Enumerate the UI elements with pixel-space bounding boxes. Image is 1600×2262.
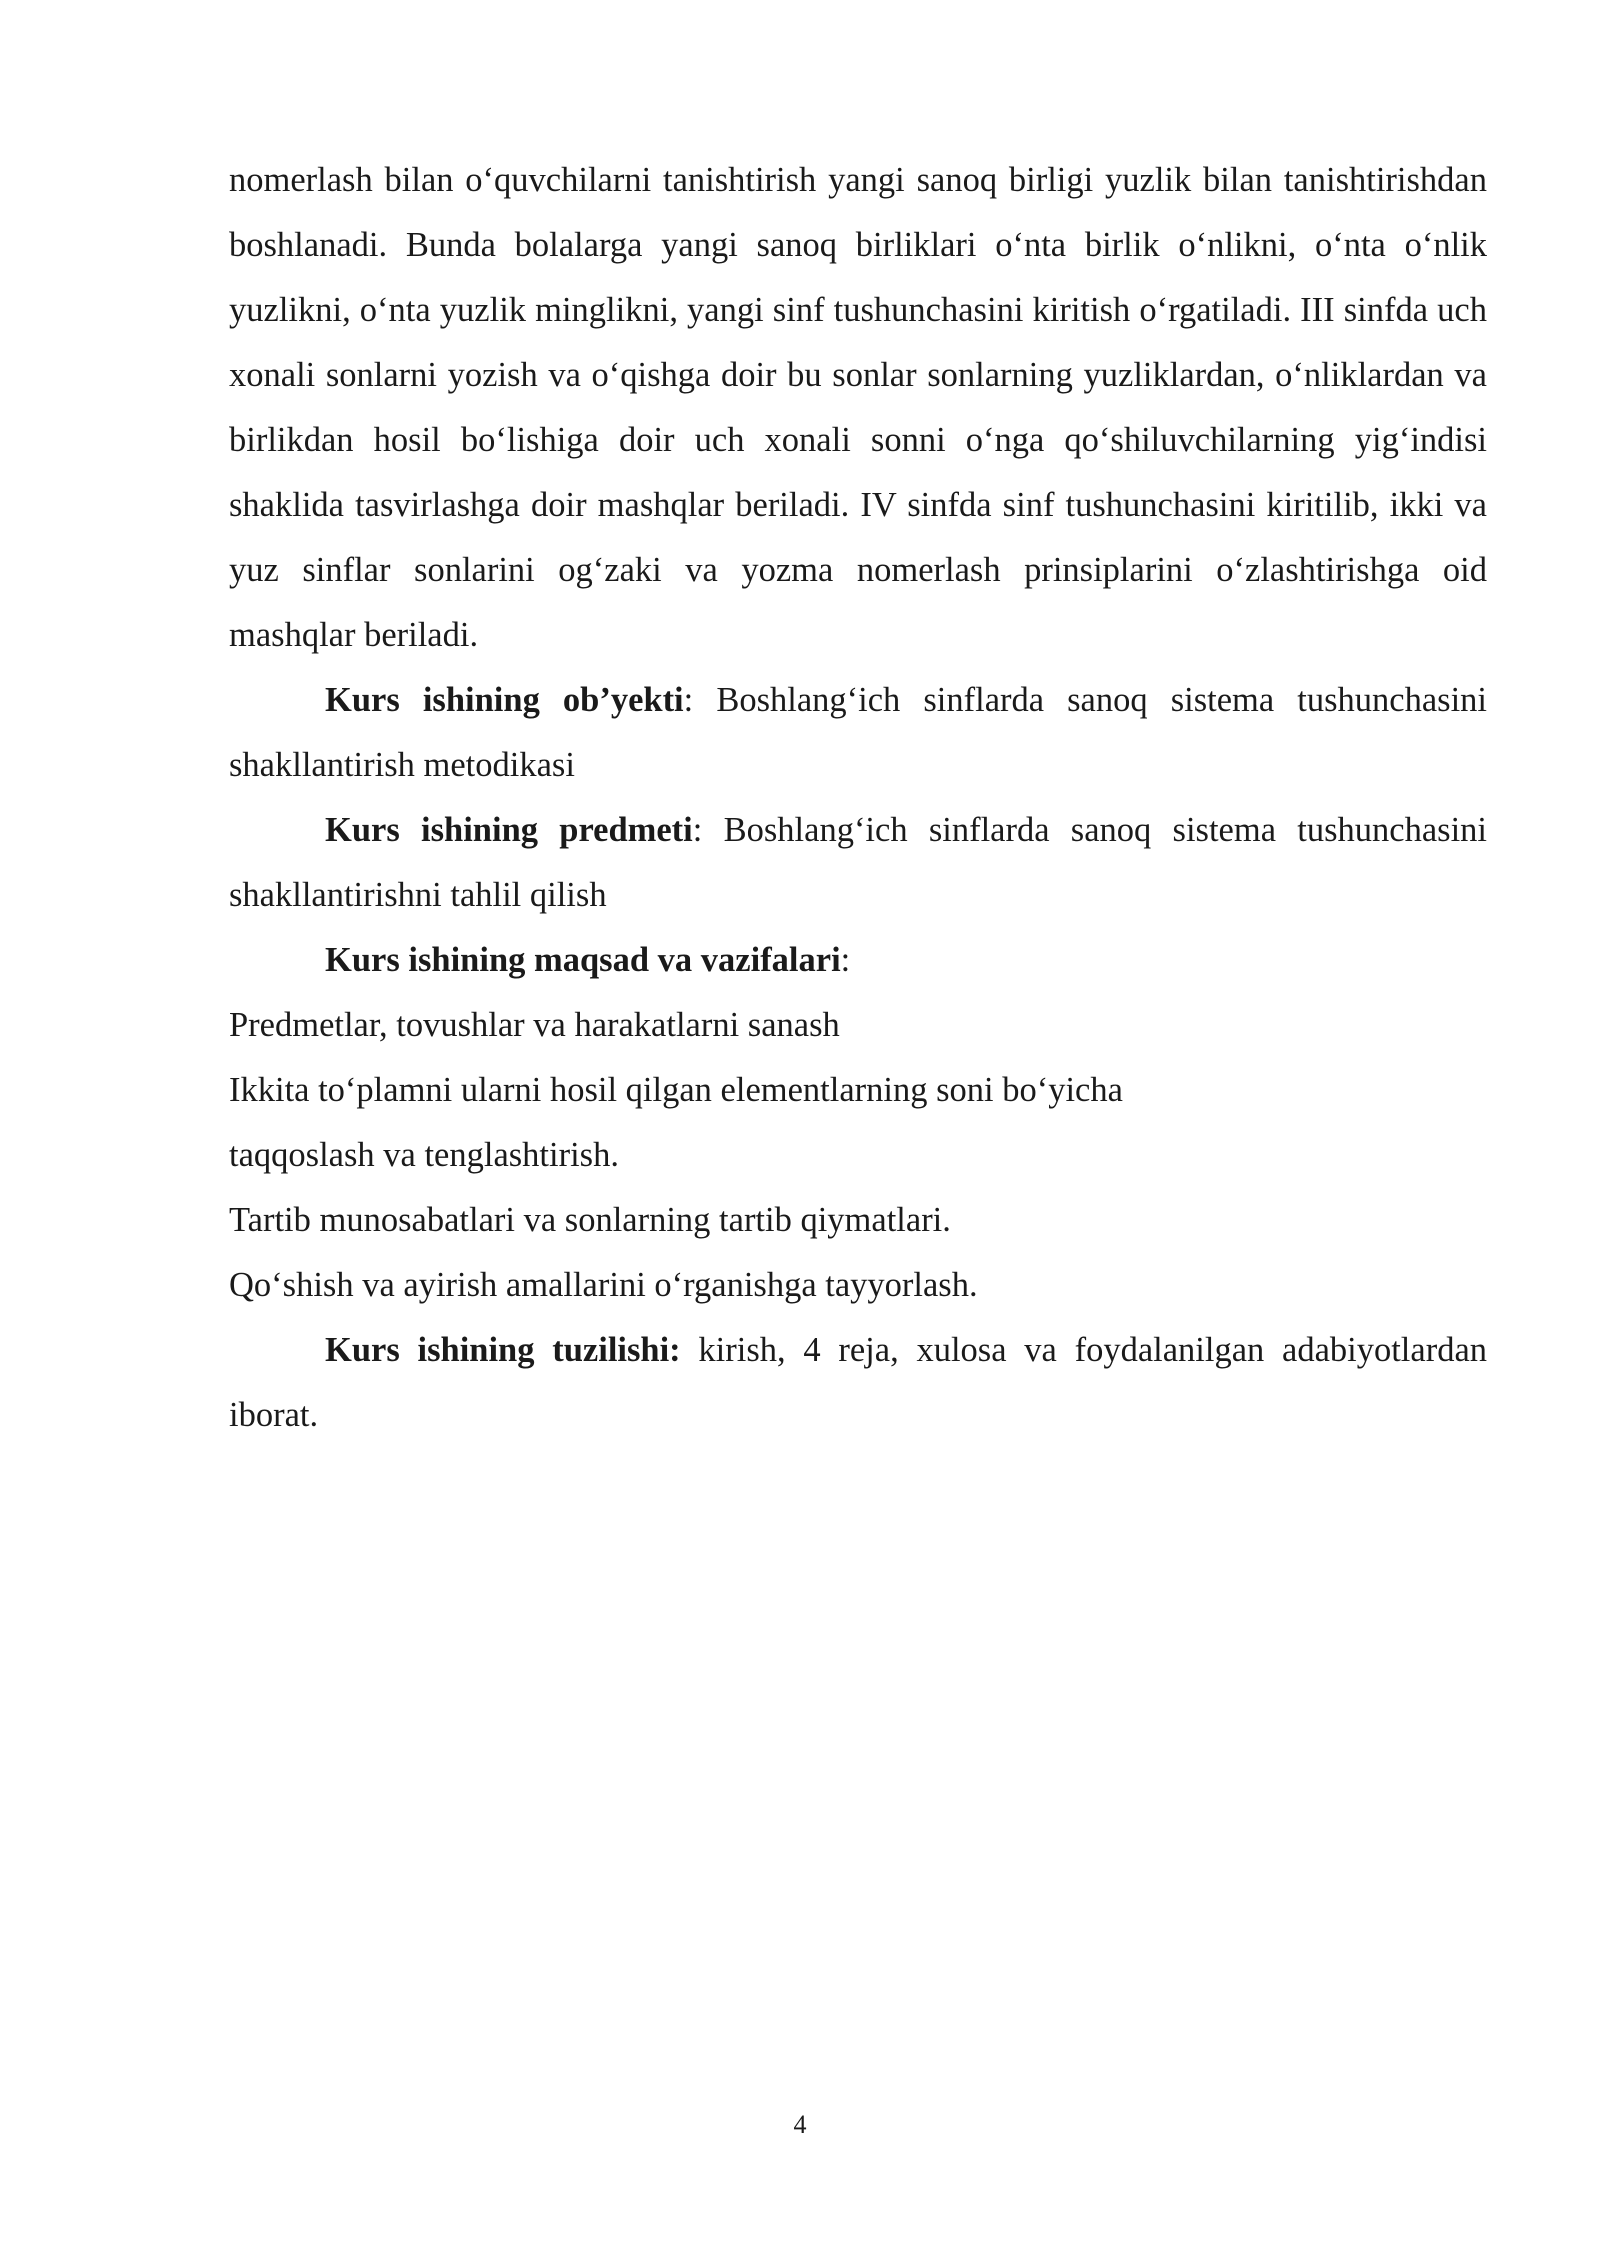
goal-item: Tartib munosabatlari va sonlarning tartib qiymatlari. [229, 1201, 951, 1239]
object-text: Boshlang‘ich sinflarda sanoq sistema tushunchasini shakllantirish metodikasi [229, 681, 1487, 784]
object-separator: : [683, 681, 694, 719]
subject-text: Boshlang‘ich sinflarda sanoq sistema tushunchasini shakllantirishni tahlil qilish [229, 811, 1487, 914]
structure-text: kirish, 4 reja, xulosa va foydalanilgan adabiyotlardan iborat. [229, 1331, 1488, 1434]
goals-label: Kurs ishining maqsad va vazifalari [325, 941, 841, 979]
goal-item: Qo‘shish va ayirish amallarini o‘rganishga tayyorlash. [229, 1266, 978, 1304]
goal-item: taqqoslash va tenglashtirish. [229, 1136, 619, 1174]
goal-item: Ikkita to‘plamni ularni hosil qilgan elementlarning soni bo‘yicha [229, 1071, 1123, 1109]
goals-separator: : [840, 941, 851, 979]
subject-paragraph [229, 798, 1487, 928]
object-label: Kurs ishining ob’yekti [325, 681, 684, 719]
goal-item: Predmetlar, tovushlar va harakatlarni sanash [229, 1006, 840, 1044]
structure-paragraph [229, 1318, 1487, 1448]
structure-label: Kurs ishining tuzilishi: [325, 1331, 681, 1369]
intro-paragraph: nomerlash bilan o‘quvchilarni tanishtirish yangi sanoq birligi yuzlik bilan tanishtirishdan boshlanadi. Bunda bolalarga yangi sanoq birliklari o‘nta birlik o‘nlikni, o‘nta o‘nlik yuzlikni, o‘nta yuzlik minglikni, yangi sinf tushunchasini kiritish o‘rgatiladi. III sinfda uch xonali sonlarni yozish va o‘qishga doir bu sonlar sonlarning yuzliklardan, o‘nliklardan va birlikdan hosil bo‘lishiga doir uch xonali sonni o‘nga qo‘shiluvchilarning yig‘indisi shaklida tasvirlashga doir mashqlar beriladi. IV sinfda sinf tushunchasini kiritilib, ikki va yuz sinflar sonlarini og‘zaki va yozma nomerlash prinsiplarini o‘zlashtirishga oid mashqlar beriladi. [229, 161, 1487, 654]
object-paragraph [229, 668, 1487, 798]
subject-separator: : [692, 811, 703, 849]
goals-heading [229, 928, 1487, 993]
page-body [229, 148, 1487, 1448]
subject-label: Kurs ishining predmeti [325, 811, 693, 849]
page-number: 4 [793, 2110, 807, 2139]
